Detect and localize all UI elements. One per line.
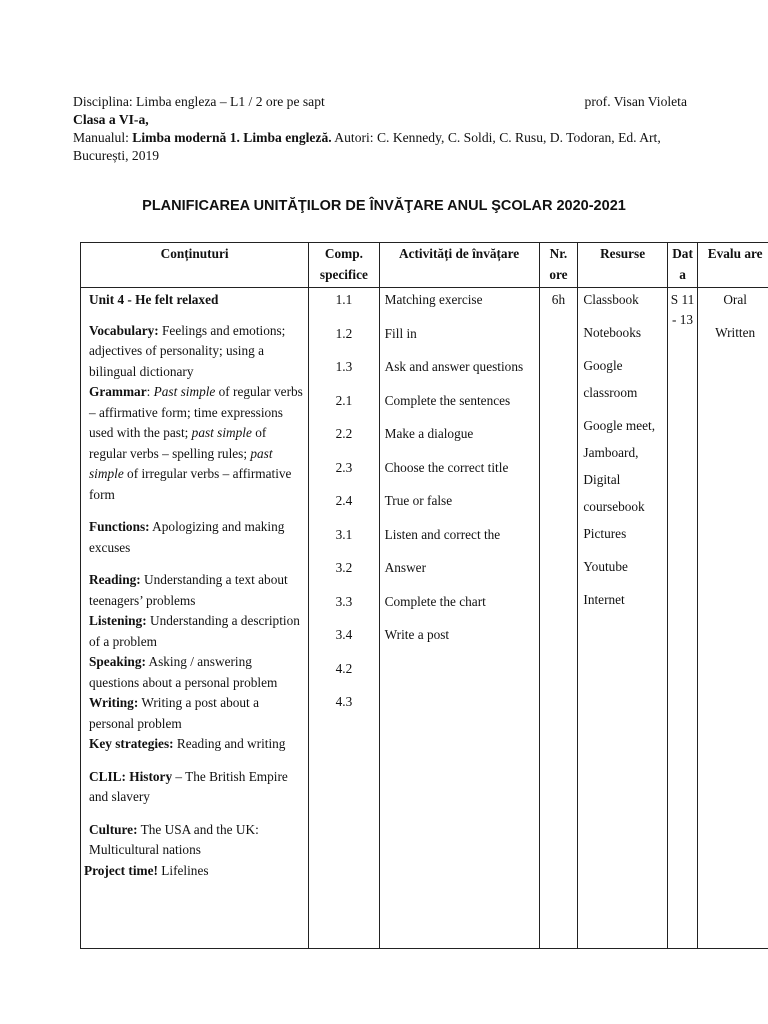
speaking-text: Asking / answering questions about a personal problem bbox=[89, 654, 278, 690]
unit-title: Unit 4 - He felt relaxed bbox=[89, 292, 219, 307]
resource-item: Internet bbox=[583, 592, 625, 607]
activity-item: Complete the chart bbox=[384, 593, 486, 609]
content-cell bbox=[81, 288, 309, 949]
manual-details: Autori: C. Kennedy, C. Soldi, C. Rusu, D. Todoran, Ed. Art, București, 2019 bbox=[73, 130, 661, 163]
evaluation-cell bbox=[698, 288, 768, 949]
activity-item: Complete the sentences bbox=[384, 392, 511, 408]
competence-item: 3.3 bbox=[335, 593, 353, 609]
activity-item: Choose the correct title bbox=[384, 459, 509, 475]
reading-label: Reading: bbox=[89, 572, 141, 587]
discipline-text: Disciplina: Limba engleza – L1 / 2 ore pe sapt bbox=[73, 94, 325, 109]
culture-block bbox=[89, 820, 303, 861]
functions-label: Functions: bbox=[89, 519, 150, 534]
strategies-block bbox=[89, 734, 303, 755]
activity-item: Answer bbox=[384, 560, 427, 575]
evaluation-written: Written bbox=[715, 324, 756, 340]
grammar-text: of regular verbs – affirmative form; time expressions used with the past; bbox=[89, 384, 303, 440]
competence-item: 3.2 bbox=[335, 560, 353, 575]
grammar-italic: Past simple bbox=[153, 384, 216, 399]
grammar-text: of regular verbs – spelling rules; bbox=[89, 425, 267, 461]
competence-item: 1.3 bbox=[335, 359, 353, 374]
manual-line bbox=[73, 129, 703, 165]
manual-title: Limba modernă 1. Limba engleză. bbox=[132, 130, 332, 145]
grammar-italic: past simple bbox=[191, 425, 252, 440]
grammar-label: Grammar bbox=[89, 384, 147, 399]
vocabulary-block bbox=[89, 321, 303, 383]
competence-item: 1.1 bbox=[335, 292, 353, 307]
header-resources: Resurse bbox=[578, 243, 667, 288]
hours-cell: 6h bbox=[539, 288, 578, 949]
strategies-label: Key strategies: bbox=[89, 736, 174, 751]
speaking-label: Speaking: bbox=[89, 654, 146, 669]
activity-item: Write a post bbox=[384, 627, 450, 642]
vocabulary-label: Vocabulary: bbox=[89, 322, 159, 338]
activities-list bbox=[385, 290, 534, 646]
reading-text: Understanding a text about teenagers’ problems bbox=[89, 572, 288, 608]
grammar-text: of irregular verbs – affirmative form bbox=[89, 466, 292, 502]
strategies-text: Reading and writing bbox=[173, 736, 286, 751]
functions-text: Apologizing and making excuses bbox=[89, 519, 285, 555]
listening-text: Understanding a description of a problem bbox=[89, 613, 300, 649]
project-label: Project time! bbox=[84, 862, 158, 878]
resource-item: Classbook bbox=[583, 292, 639, 307]
listening-label: Listening: bbox=[89, 613, 147, 628]
header-date: Dat a bbox=[667, 243, 697, 288]
competence-item: 4.3 bbox=[335, 694, 353, 709]
project-text: Lifelines bbox=[157, 862, 209, 878]
reading-block bbox=[89, 570, 303, 611]
competence-item: 2.1 bbox=[335, 392, 353, 408]
project-block bbox=[84, 861, 303, 882]
grammar-block bbox=[89, 382, 303, 505]
header-activities: Activități de învățare bbox=[379, 243, 539, 288]
evaluation-oral: Oral bbox=[723, 292, 747, 307]
clil-block bbox=[89, 767, 303, 808]
page-title: PLANIFICAREA UNITĂŢILOR DE ÎNVĂŢARE ANUL ŞCOLAR 2020-2021 bbox=[142, 198, 626, 214]
class-text: Clasa a VI-a, bbox=[73, 112, 149, 127]
competence-item: 3.1 bbox=[335, 526, 353, 542]
competence-item: 2.3 bbox=[335, 459, 353, 475]
activity-item: Fill in bbox=[384, 325, 417, 341]
header-content: Conținuturi bbox=[81, 243, 309, 288]
activity-item: Matching exercise bbox=[384, 292, 483, 307]
competence-item: 3.4 bbox=[335, 627, 353, 642]
writing-block bbox=[89, 693, 303, 734]
writing-text: Writing a post about a personal problem bbox=[89, 695, 259, 731]
table-header-row bbox=[81, 243, 768, 288]
discipline-row bbox=[73, 93, 703, 111]
header-evaluation: Evalu are bbox=[698, 243, 768, 288]
activity-item: Make a dialogue bbox=[384, 426, 474, 441]
grammar-text: : bbox=[146, 384, 154, 399]
speaking-block bbox=[89, 652, 303, 693]
competence-item: 1.2 bbox=[335, 325, 353, 341]
competence-item: 2.4 bbox=[335, 493, 353, 508]
table-row bbox=[81, 288, 768, 949]
competences-list bbox=[314, 290, 373, 713]
activities-cell bbox=[379, 288, 539, 949]
culture-label: Culture: bbox=[89, 821, 138, 837]
competence-item: 4.2 bbox=[335, 660, 353, 676]
activity-item: Ask and answer questions bbox=[384, 359, 524, 374]
clil-label: CLIL: History bbox=[89, 768, 173, 784]
date-cell: S 11 - 13 bbox=[667, 288, 697, 949]
header-competences: Comp. specifice bbox=[309, 243, 379, 288]
vocabulary-text: Feelings and emotions; adjectives of personality; using a bilingual dictionary bbox=[89, 322, 286, 379]
planning-table bbox=[80, 242, 768, 949]
activity-item: True or false bbox=[384, 493, 453, 508]
teacher-name: prof. Visan Violeta bbox=[584, 94, 687, 109]
document-header bbox=[73, 93, 703, 165]
resource-item: Google meet, Jamboard, Digital coursebook Pictures bbox=[583, 418, 656, 541]
clil-text: – The British Empire and slavery bbox=[89, 768, 288, 804]
resource-item: Youtube bbox=[583, 559, 628, 574]
writing-label: Writing: bbox=[89, 695, 139, 710]
grammar-italic: past simple bbox=[89, 445, 273, 481]
manual-label: Manualul: bbox=[73, 130, 133, 145]
resources-list bbox=[583, 286, 661, 613]
competence-item: 2.2 bbox=[335, 426, 353, 441]
resources-cell bbox=[578, 288, 667, 949]
activity-item: Listen and correct the bbox=[384, 526, 501, 542]
resource-item: Google classroom bbox=[583, 358, 638, 400]
resource-item: Notebooks bbox=[583, 325, 642, 340]
competences-cell bbox=[309, 288, 379, 949]
header-hours: Nr. ore bbox=[539, 243, 578, 288]
culture-text: The USA and the UK: Multicultural nations bbox=[89, 821, 259, 857]
functions-block bbox=[89, 517, 303, 558]
listening-block bbox=[89, 611, 303, 652]
